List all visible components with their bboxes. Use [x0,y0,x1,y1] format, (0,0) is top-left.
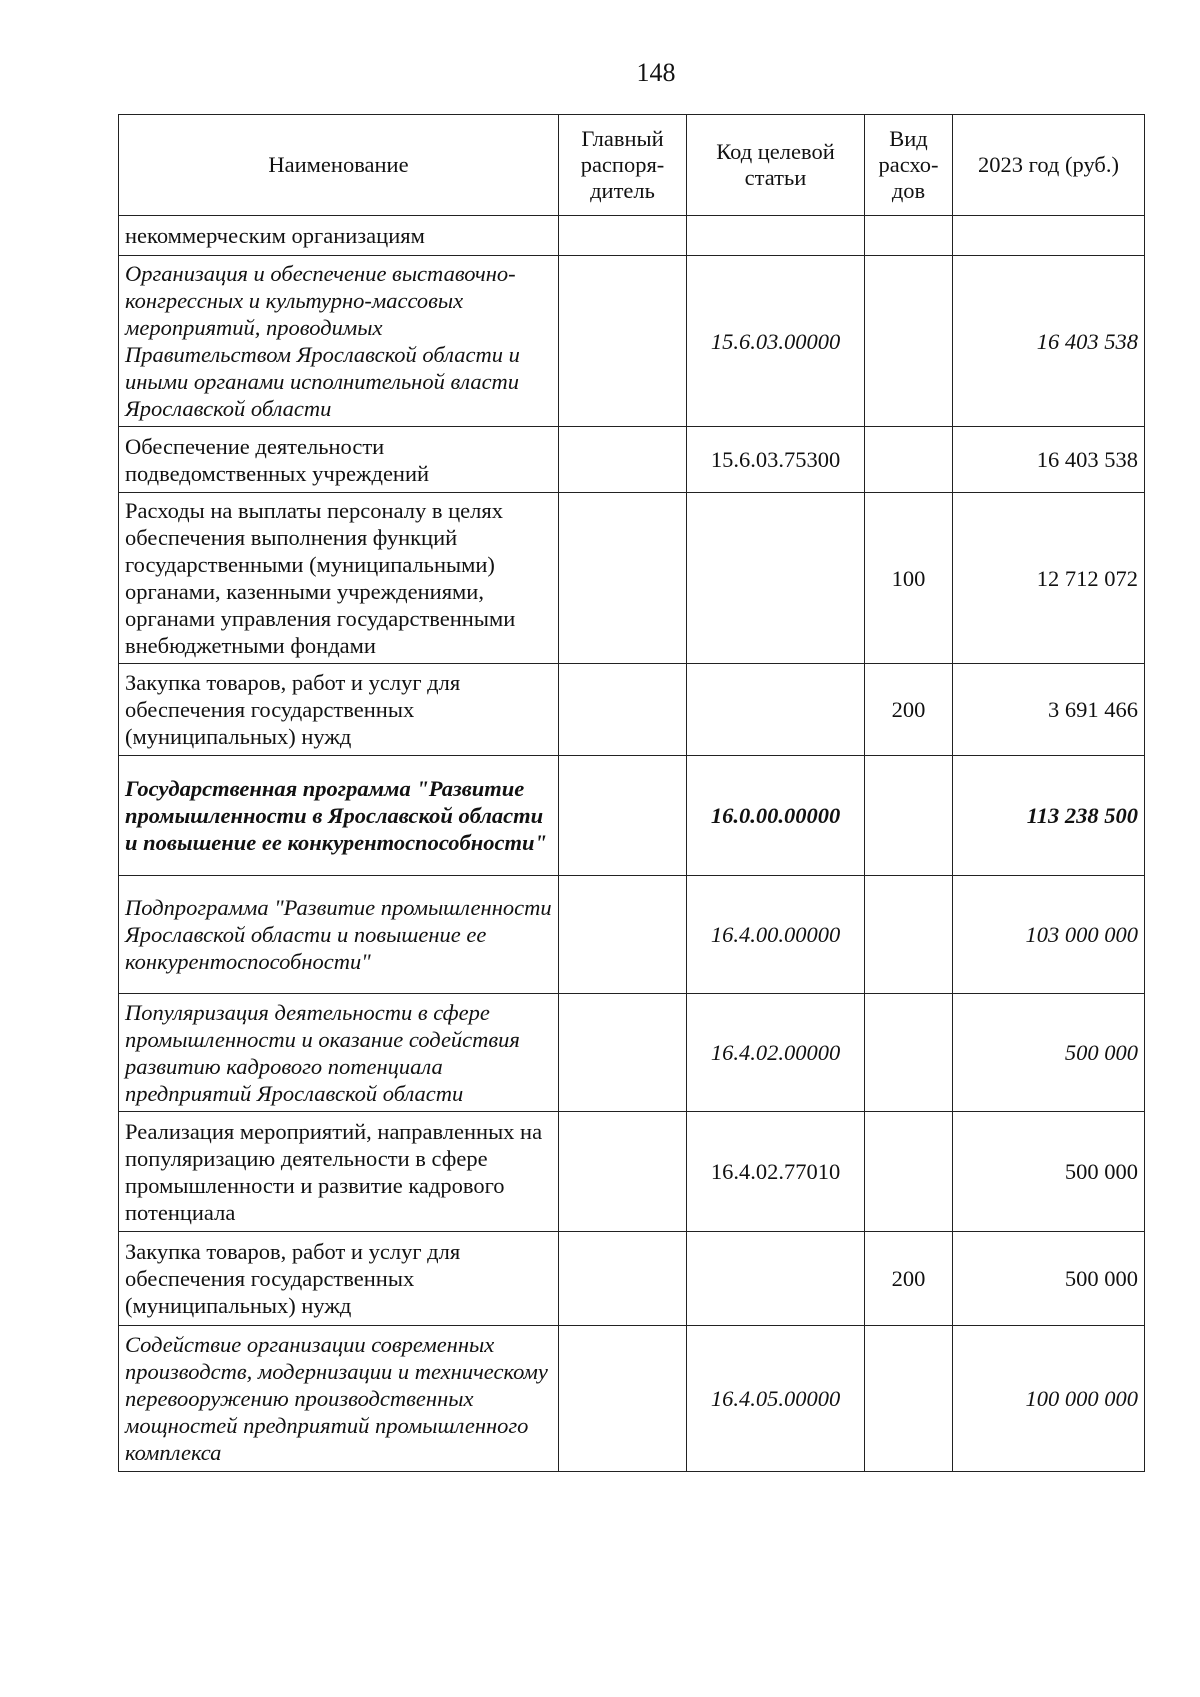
header-kind: Вид расхо-дов [865,115,953,216]
row-name-cell: Популяризация деятельности в сфере промышленности и оказание содействия развитию кадрового потенциала предприятий Ярославской области [119,994,559,1112]
row-kind-cell [865,756,953,876]
row-amount-cell: 3 691 466 [953,664,1145,756]
row-name-cell: Закупка товаров, работ и услуг для обеспечения государственных (муниципальных) нужд [119,1232,559,1326]
row-kind-cell [865,256,953,427]
row-manager-cell [559,994,687,1112]
row-code-cell [687,216,865,256]
page-number: 148 [636,58,676,87]
header-manager: Главный распоря-дитель [559,115,687,216]
row-kind-cell: 200 [865,664,953,756]
row-amount-cell: 100 000 000 [953,1326,1145,1472]
row-code-cell: 16.4.05.00000 [687,1326,865,1472]
row-code-cell [687,493,865,664]
row-name-cell: Реализация мероприятий, направленных на популяризацию деятельности в сфере промышленности и развитие кадрового потенциала [119,1112,559,1232]
row-amount-cell [953,216,1145,256]
row-amount-cell: 12 712 072 [953,493,1145,664]
row-amount-cell: 16 403 538 [953,256,1145,427]
row-amount-cell: 103 000 000 [953,876,1145,994]
table-row [119,256,1145,427]
header-name: Наименование [119,115,559,216]
row-manager-cell [559,664,687,756]
row-code-cell: 15.6.03.75300 [687,427,865,493]
table-body [119,216,1145,1472]
row-kind-cell [865,876,953,994]
row-code-cell: 16.4.02.00000 [687,994,865,1112]
row-amount-cell: 500 000 [953,1112,1145,1232]
row-name-cell: Расходы на выплаты персоналу в целях обеспечения выполнения функций государственными (муниципальными) органами, казенными учреждениями, органами управления государственными внебюджетными фондами [119,493,559,664]
row-kind-cell [865,994,953,1112]
table-row [119,216,1145,256]
row-manager-cell [559,876,687,994]
row-amount-cell: 500 000 [953,994,1145,1112]
row-manager-cell [559,1112,687,1232]
row-manager-cell [559,1232,687,1326]
header-code: Код целевой статьи [687,115,865,216]
row-kind-cell [865,427,953,493]
header-amount: 2023 год (руб.) [953,115,1145,216]
table-row [119,756,1145,876]
row-name-cell: Государственная программа "Развитие промышленности в Ярославской области и повышение ее конкурентоспособности" [119,756,559,876]
row-amount-cell: 500 000 [953,1232,1145,1326]
row-code-cell: 16.4.00.00000 [687,876,865,994]
table-row [119,1232,1145,1326]
row-kind-cell: 200 [865,1232,953,1326]
table-row [119,664,1145,756]
row-name-cell: Организация и обеспечение выставочно-конгрессных и культурно-массовых мероприятий, проводимых Правительством Ярославской области и иными органами исполнительной власти Ярославской области [119,256,559,427]
row-name-cell: Подпрограмма "Развитие промышленности Ярославской области и повышение ее конкурентоспособности" [119,876,559,994]
row-code-cell: 15.6.03.00000 [687,256,865,427]
row-kind-cell [865,1112,953,1232]
table-row [119,427,1145,493]
row-kind-cell [865,1326,953,1472]
row-manager-cell [559,256,687,427]
header-row [119,115,1145,216]
row-manager-cell [559,756,687,876]
row-manager-cell [559,427,687,493]
row-manager-cell [559,1326,687,1472]
row-code-cell: 16.4.02.77010 [687,1112,865,1232]
row-name-cell: некоммерческим организациям [119,216,559,256]
row-name-cell: Обеспечение деятельности подведомственных учреждений [119,427,559,493]
budget-table [118,114,1145,1472]
row-manager-cell [559,216,687,256]
table-row [119,493,1145,664]
row-amount-cell: 113 238 500 [953,756,1145,876]
row-manager-cell [559,493,687,664]
row-kind-cell: 100 [865,493,953,664]
row-name-cell: Закупка товаров, работ и услуг для обеспечения государственных (муниципальных) нужд [119,664,559,756]
row-name-cell: Содействие организации современных производств, модернизации и техническому перевооружению производственных мощностей предприятий промышленного комплекса [119,1326,559,1472]
table-header [119,115,1145,216]
table-row [119,994,1145,1112]
row-code-cell [687,1232,865,1326]
row-kind-cell [865,216,953,256]
row-amount-cell: 16 403 538 [953,427,1145,493]
row-code-cell [687,664,865,756]
table-row [119,1326,1145,1472]
row-code-cell: 16.0.00.00000 [687,756,865,876]
table-row [119,1112,1145,1232]
table-row [119,876,1145,994]
